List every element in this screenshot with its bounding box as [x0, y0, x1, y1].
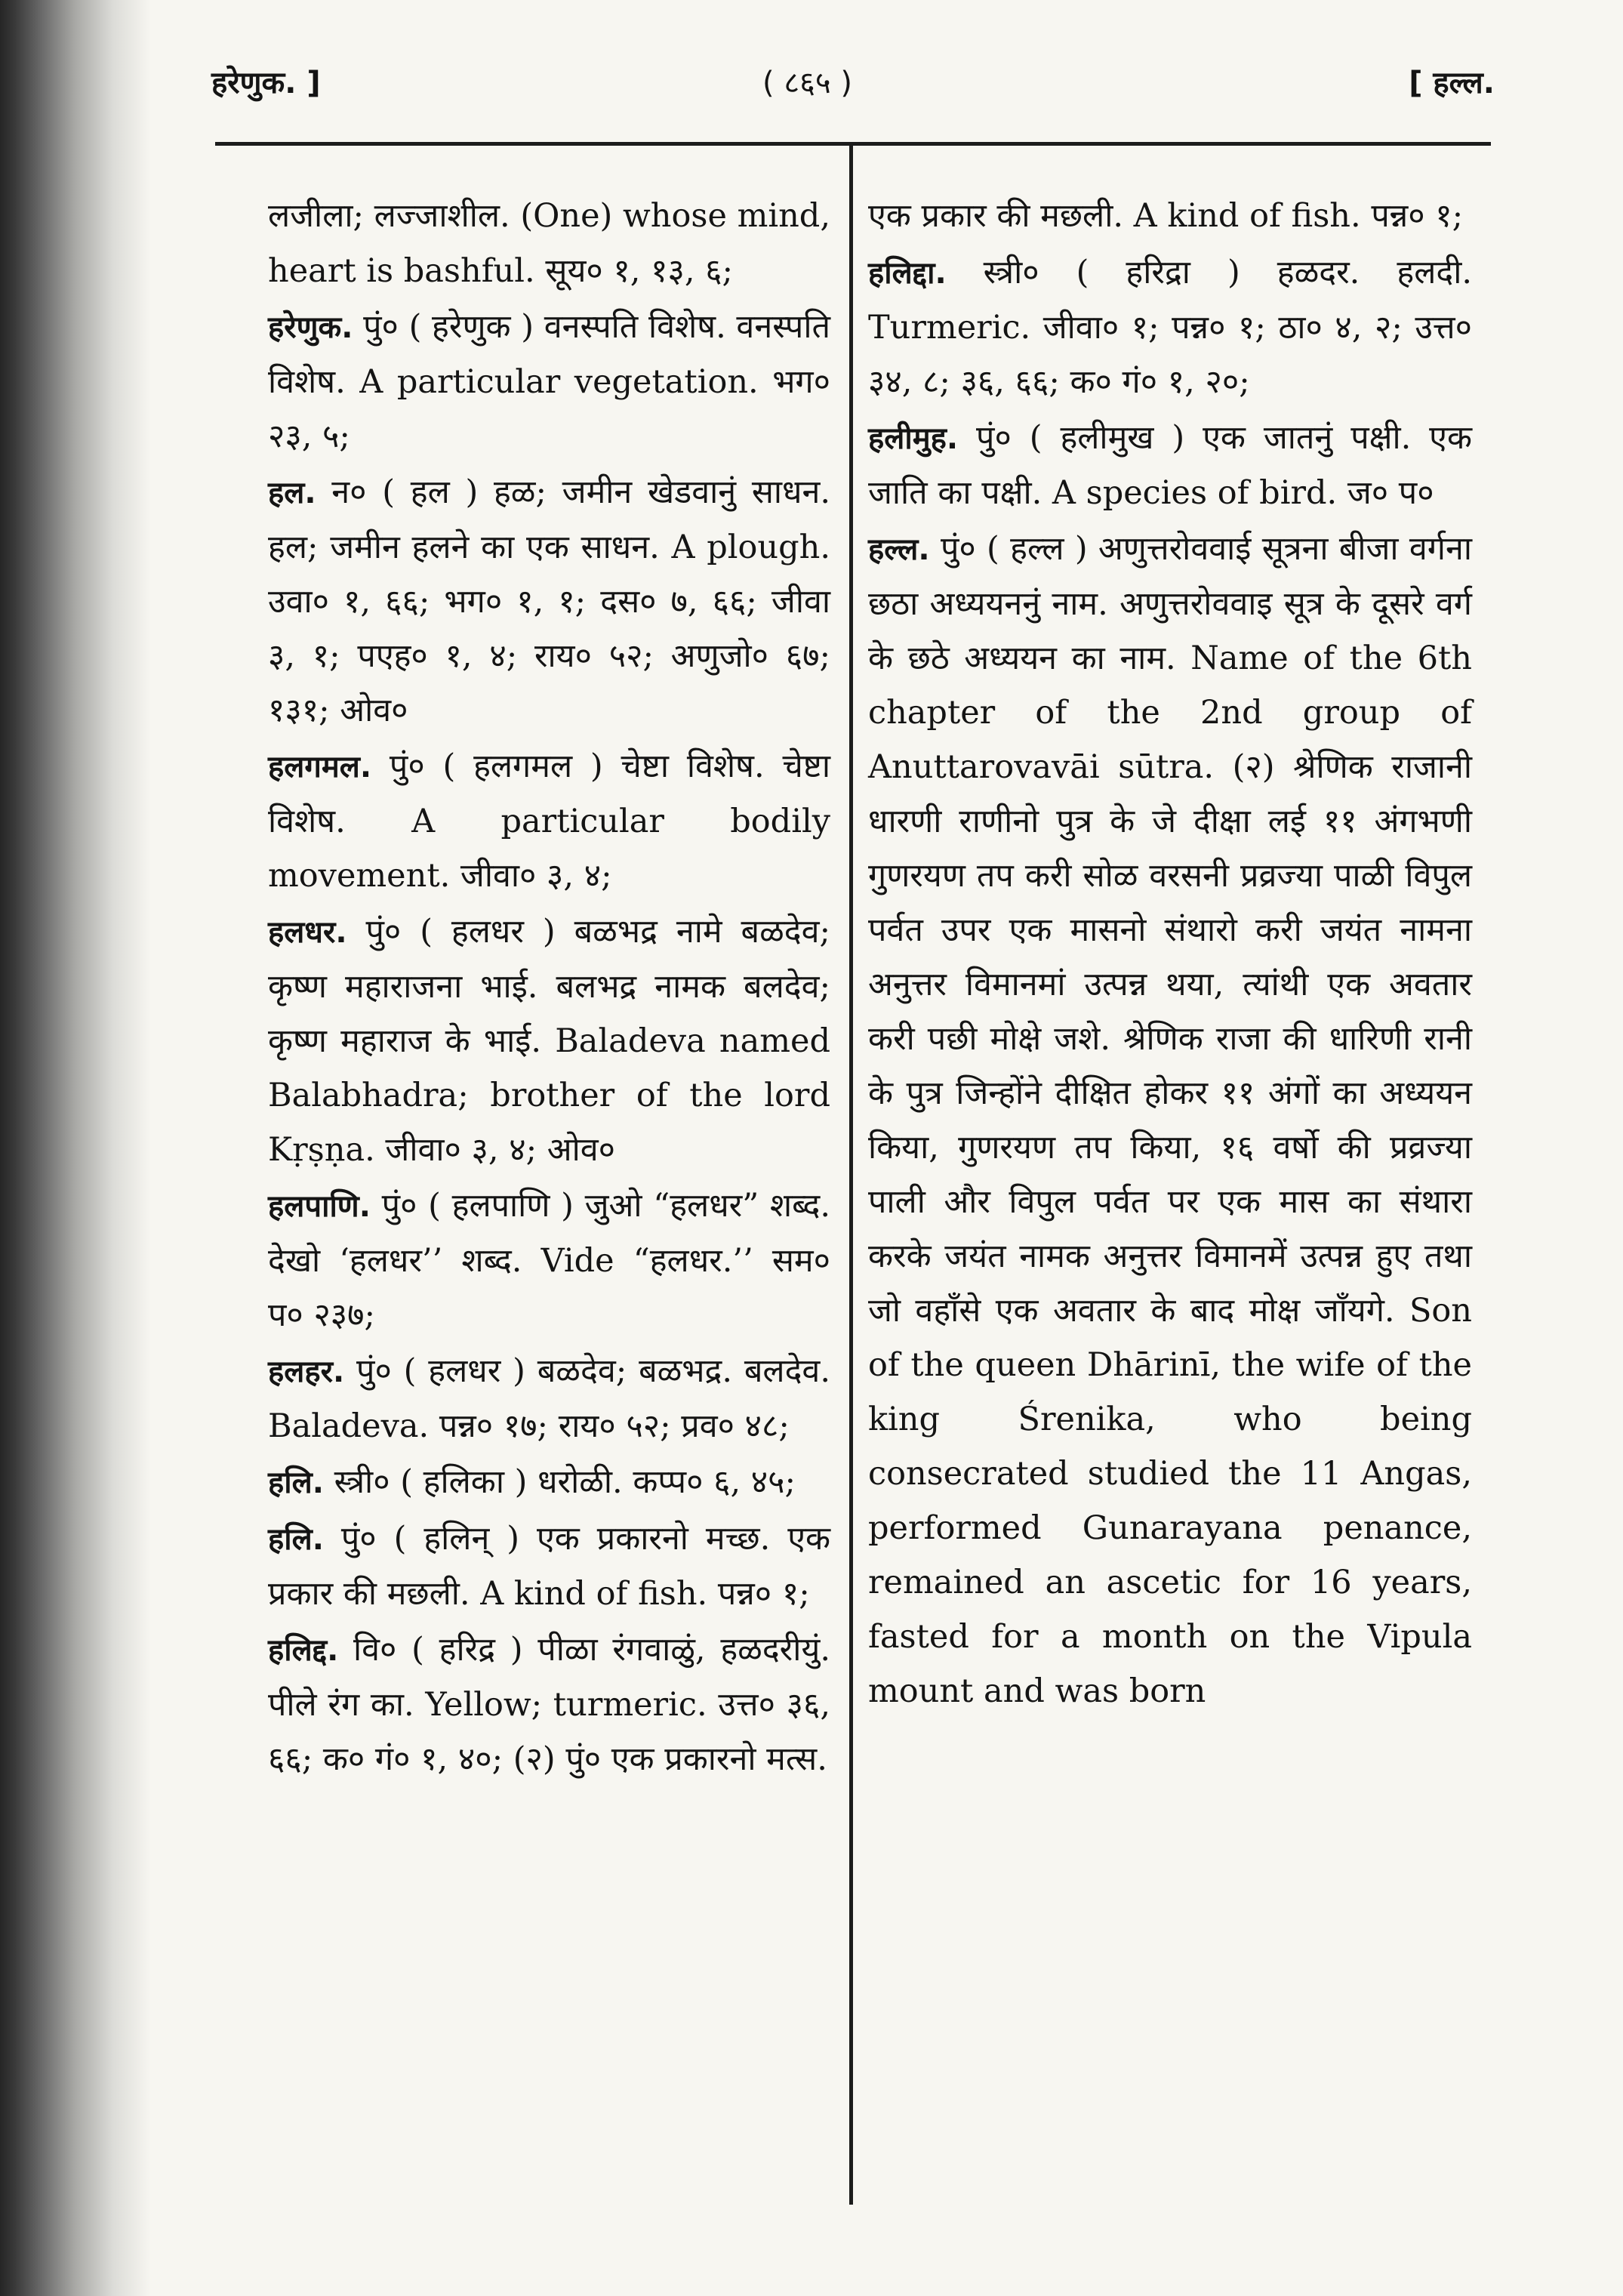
entry-text: न० ( हल ) हळ; जमीन खेडवानुं साधन. हल; जमीन हलने का एक साधन. A plough. उवा० १, ६६; भग० १, १; दस० ७, ६६; जीवा ३, १; पएह० १, ४; राय० ५२; अणुजो० ६७; १३१; ओव० — [268, 473, 831, 729]
dictionary-entry — [868, 522, 1472, 1718]
header-right-guideword: [ हल्ल. — [1409, 66, 1495, 100]
dictionary-entry — [268, 739, 830, 903]
entry-text: लजीला; लज्जाशील. (One) whose mind, heart is bashful. सूय० १, १३, ६; — [268, 197, 830, 290]
entry-text: पुं० ( हलधर ) बळदेव; बळभद्र. बलदेव. Baladeva. पन्न० १७; राय० ५२; प्रव० ४८; — [268, 1352, 830, 1445]
dictionary-entry — [268, 300, 830, 464]
entry-headword: हलपाणि. — [268, 1189, 371, 1224]
entry-text: स्त्री० ( हलिका ) धरोळी. कप्प० ६, ४५; — [334, 1463, 796, 1501]
entry-text: पुं० ( हरेणुक ) वनस्पति विशेष. वनस्पति विशेष. A particular vegetation. भग० २३, ५; — [268, 308, 830, 455]
entry-headword: हलीमुह. — [868, 421, 959, 456]
dictionary-entry — [268, 905, 830, 1177]
page-number: ( ८६५ ) — [762, 66, 853, 100]
header-rule — [215, 142, 1491, 146]
entry-headword: हरेणुक. — [268, 310, 353, 345]
header-left-guideword: हरेणुक. ] — [211, 66, 321, 100]
entry-text: वि० ( हरिद्र ) पीळा रंगवाळुं, हळदरीयुं. पीले रंग का. Yellow; turmeric. उत्त० ३६, ६६; क० गं० १, ४०; (२) पुं० एक प्रकारनो मत्स. — [268, 1631, 830, 1778]
entry-text: पुं० ( हलिन् ) एक प्रकारनो मच्छ. एक प्रकार की मछली. A kind of fish. पन्न० १; — [268, 1520, 830, 1613]
entry-headword: हलि. — [268, 1465, 324, 1500]
scan-shadow-edge — [0, 0, 151, 2296]
entry-text: पुं० ( हलीमुख ) एक जातनुं पक्षी. एक जाति का पक्षी. A species of bird. ज० प० — [868, 419, 1472, 512]
dictionary-entry — [268, 1455, 830, 1510]
entry-headword: हलिद्द. — [268, 1633, 339, 1668]
dictionary-entry — [268, 1179, 830, 1342]
dictionary-entry — [268, 1344, 830, 1453]
page-header — [211, 53, 1495, 106]
dictionary-entry — [268, 1623, 830, 1786]
entry-text: पुं० ( हलगमल ) चेष्टा विशेष. चेष्टा विशेष. A particular bodily movement. जीवा० ३, ४; — [268, 747, 830, 895]
entry-headword: हलहर. — [268, 1354, 345, 1389]
entry-text: पुं० ( हलपाणि ) जुओ “हलधर” शब्द. देखो ‘हलधर’’ शब्द. Vide “हलधर.’’ सम० प० २३७; — [268, 1187, 830, 1334]
entry-text: स्त्री० ( हरिद्रा ) हळदर. हलदी. Turmeric. जीवा० १; पन्न० १; ठा० ४, २; उत्त० ३४, ८; ३६, ६६; क० गं० १, २०; — [868, 254, 1472, 401]
entry-headword: हल्ल. — [868, 532, 930, 567]
entry-text: पुं० ( हल्ल ) अणुत्तरोववाई सूत्रना बीजा वर्गना छठा अध्ययननुं नाम. अणुत्तरोववाइ सूत्र के दूसरे वर्ग के छठे अध्ययन का नाम. Name of the 6th chapter of the 2nd group of Anuttarovavāi sūtra. (२) श्रेणिक राजानी धारणी राणीनो पुत्र के जे दीक्षा लई ११ अंगभणी गुणरयण तप करी सोळ वरसनी प्रव्रज्या पाळी विपुल पर्वत उपर एक मासनो संथारो करी जयंत नामना अनुत्तर विमानमां उत्पन्न थया, त्यांथी एक अवतार करी पछी मोक्षे जशे. श्रेणिक राजा की धारिणी रानी के पुत्र जिन्होंने दीक्षित होकर ११ अंगों का अध्ययन किया, गुणरयण तप किया, १६ वर्षो की प्रव्रज्या पाली और विपुल पर्वत पर एक मास का संथारा करके जयंत नामक अनुत्तर विमानमें उत्पन्न हुए तथा जो वहाँसे एक अवतार के बाद मोक्ष जाँयगे. Son of the queen Dhārinī, the wife of the king Śrenika, who being consecrated studied the 11 Angas, performed Gunarayana penance, remained an ascetic for 16 years, fasted for a month on the Vipula mount and was born — [868, 530, 1473, 1710]
column-divider — [849, 143, 853, 2205]
dictionary-entry — [868, 411, 1472, 520]
dictionary-entry — [268, 1512, 830, 1621]
dictionary-entry — [868, 189, 1472, 244]
right-column — [868, 189, 1472, 1720]
entry-headword: हलगमल. — [268, 750, 372, 784]
entry-headword: हलिद्दा. — [868, 256, 947, 291]
dictionary-entry — [268, 189, 830, 298]
entry-headword: हलधर. — [268, 915, 347, 950]
dictionary-entry — [268, 465, 830, 738]
entry-headword: हलि. — [268, 1522, 324, 1557]
entry-text: पुं० ( हलधर ) बळभद्र नामे बळदेव; कृष्ण महाराजना भाई. बलभद्र नामक बलदेव; कृष्ण महाराज के भाई. Baladeva named Balabhadra; brother of the lord Kṛṣṇa. जीवा० ३, ४; ओव० — [268, 913, 830, 1169]
left-column — [268, 189, 830, 1788]
dictionary-entry — [868, 245, 1472, 409]
entry-text: एक प्रकार की मछली. A kind of fish. पन्न० १; — [868, 197, 1464, 235]
entry-headword: हल. — [268, 476, 316, 510]
